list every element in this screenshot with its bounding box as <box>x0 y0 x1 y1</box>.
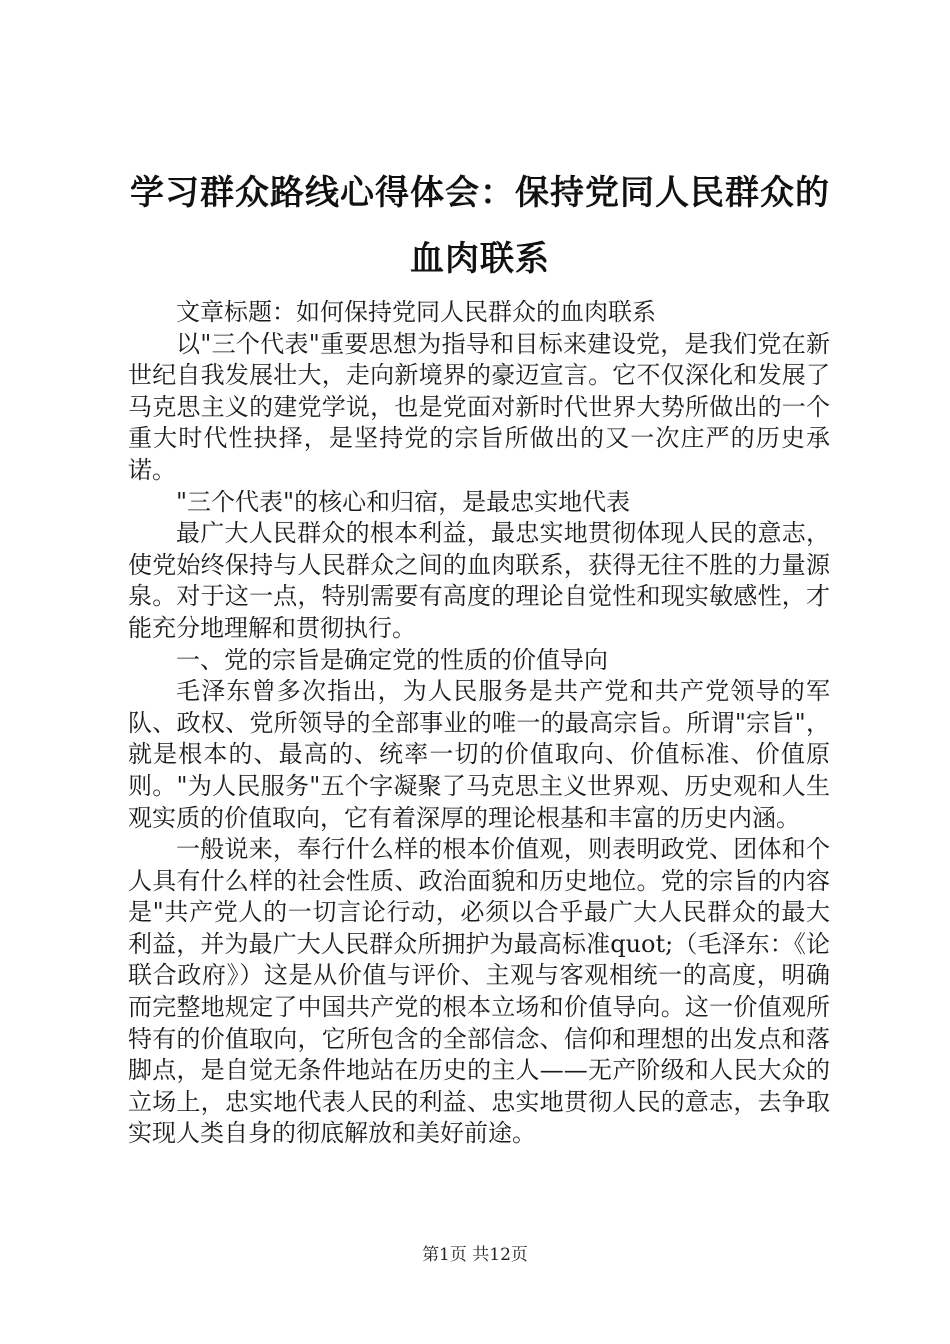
paragraph: "三个代表"的核心和归宿，是最忠实地代表 <box>176 487 631 516</box>
paragraph: 以"三个代表"重要思想为指导和目标来建设党，是我们党在新世纪自我发展壮大，走向新境界的豪迈宣言。它不仅深化和发展了马克思主义的建党学说，也是党面对新时代世界大势所做出的一个重大时代性抉择，是坚持党的宗旨所做出的又一次庄严的历史承诺。 <box>128 329 830 484</box>
title-line-2: 血肉联系 <box>410 239 550 279</box>
section-heading: 一、党的宗旨是确定党的性质的价值导向 <box>176 645 608 674</box>
paragraph: 毛泽东曾多次指出，为人民服务是共产党和共产党领导的军队、政权、党所领导的全部事业的唯一的最高宗旨。所谓"宗旨"，就是根本的、最高的、统率一切的价值取向、价值标准、价值原则。"为人民服务"五个字凝聚了马克思主义世界观、历史观和人生观实质的价值取向，它有着深厚的理论根基和丰富的历史内涵。 <box>128 677 830 832</box>
paragraph: 最广大人民群众的根本利益，最忠实地贯彻体现人民的意志，使党始终保持与人民群众之间的血肉联系，获得无往不胜的力量源泉。对于这一点，特别需要有高度的理论自觉性和现实敏感性，才能充分地理解和贯彻执行。 <box>128 519 830 642</box>
title-line-1: 学习群众路线心得体会：保持党同人民群众的 <box>130 173 830 213</box>
paragraph: 一般说来，奉行什么样的根本价值观，则表明政党、团体和个人具有什么样的社会性质、政治面貌和历史地位。党的宗旨的内容是"共产党人的一切言论行动，必须以合乎最广大人民群众的最大利益，并为最广大人民群众所拥护为最高标准quot;（毛泽东：《论联合政府》）这是从价值与评价、主观与客观相统一的高度，明确而完整地规定了中国共产党的根本立场和价值导向。这一价值观所特有的价值取向，它所包含的全部信念、信仰和理想的出发点和落脚点，是自觉无条件地站在历史的主人——无产阶级和人民大众的立场上，忠实地代表人民的利益、忠实地贯彻人民的意志，去争取实现人类自身的彻底解放和美好前途。 <box>128 835 830 1148</box>
article-title-line: 文章标题：如何保持党同人民群众的血肉联系 <box>176 298 656 326</box>
document-title <box>120 160 840 292</box>
page-number-footer: 第1页 共12页 <box>422 1245 528 1265</box>
document-body <box>128 297 830 1150</box>
